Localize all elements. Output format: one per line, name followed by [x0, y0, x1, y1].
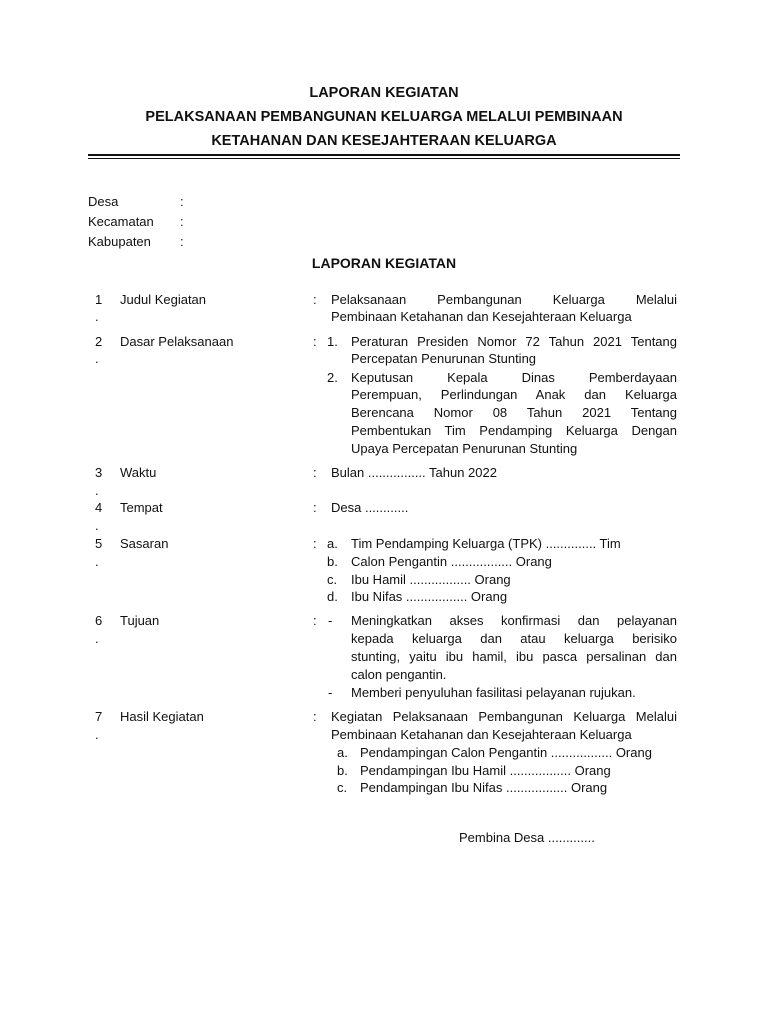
- row-label: Sasaran: [120, 536, 169, 551]
- row-number: 4: [95, 500, 103, 515]
- row-value-line: Kegiatan Pelaksanaan Pembangunan Keluarga Melalui: [331, 709, 677, 724]
- row-label: Tujuan: [120, 613, 160, 628]
- list-item-line: kepada keluarga dan atau keluarga berisiko: [351, 631, 677, 646]
- row-number-dot: .: [95, 309, 99, 324]
- row-number-dot: .: [95, 631, 99, 646]
- list-item-line: Memberi penyuluhan fasilitasi pelayanan rujukan.: [351, 685, 636, 700]
- row-number: 5: [95, 536, 103, 551]
- list-dash: -: [328, 613, 333, 628]
- desa-label: Desa: [88, 194, 119, 209]
- header-rule-thick: [88, 154, 680, 156]
- list-number: 2.: [327, 370, 338, 385]
- row-colon: :: [313, 465, 317, 480]
- list-item: Pendampingan Calon Pengantin ................. Orang: [360, 745, 652, 760]
- row-label: Waktu: [120, 465, 157, 480]
- list-letter: b.: [337, 763, 348, 778]
- kecamatan-label: Kecamatan: [88, 214, 154, 229]
- kecamatan-colon: :: [180, 214, 184, 229]
- row-number-dot: .: [95, 518, 99, 533]
- list-item-line: Upaya Percepatan Penurunan Stunting: [351, 441, 578, 456]
- desa-colon: :: [180, 194, 184, 209]
- header-rule-thin: [88, 158, 680, 159]
- list-letter: b.: [327, 554, 338, 569]
- list-item: Ibu Hamil ................. Orang: [351, 572, 511, 587]
- row-value: Bulan ................ Tahun 2022: [331, 465, 497, 480]
- list-letter: a.: [327, 536, 338, 551]
- list-item: Ibu Nifas ................. Orang: [351, 589, 508, 604]
- row-value-line: Pelaksanaan Pembangunan Keluarga Melalui: [331, 292, 677, 307]
- row-label: Dasar Pelaksanaan: [120, 334, 234, 349]
- row-colon: :: [313, 613, 317, 628]
- row-number: 3: [95, 465, 103, 480]
- kabupaten-label: Kabupaten: [88, 234, 151, 249]
- row-colon: :: [313, 536, 317, 551]
- list-item-line: calon pengantin.: [351, 667, 447, 682]
- report-subtitle-line-2: KETAHANAN DAN KESEJAHTERAAN KELUARGA: [211, 133, 557, 149]
- list-item-line: Pembentukan Tim Pendamping Keluarga Dengan: [351, 423, 677, 438]
- row-colon: :: [313, 334, 317, 349]
- row-value-line: Pembinaan Ketahanan dan Kesejahteraan Keluarga: [331, 727, 632, 742]
- report-subtitle-line-1: PELAKSANAAN PEMBANGUNAN KELUARGA MELALUI PEMBINAAN: [145, 109, 623, 125]
- list-letter: a.: [337, 745, 348, 760]
- row-number: 7: [95, 709, 103, 724]
- row-label: Judul Kegiatan: [120, 292, 207, 307]
- list-item-line: Meningkatkan akses konfirmasi dan pelayanan: [351, 613, 677, 628]
- list-item-line: stunting, yaitu ibu hamil, ibu pasca persalinan dan: [351, 649, 677, 664]
- row-number-dot: .: [95, 351, 99, 366]
- row-value-line: Pembinaan Ketahanan dan Kesejahteraan Keluarga: [331, 309, 632, 324]
- row-number-dot: .: [95, 483, 99, 498]
- list-item-line: Perempuan, Perlindungan Anak dan Keluarga: [351, 387, 677, 402]
- kabupaten-colon: :: [180, 234, 184, 249]
- row-label: Tempat: [120, 500, 163, 515]
- row-colon: :: [313, 709, 317, 724]
- list-letter: c.: [337, 780, 348, 795]
- list-item: Tim Pendamping Keluarga (TPK) .............. Tim: [351, 536, 621, 551]
- row-value: Desa ............: [331, 500, 409, 515]
- row-number: 6: [95, 613, 103, 628]
- report-title: LAPORAN KEGIATAN: [309, 85, 459, 101]
- row-label: Hasil Kegiatan: [120, 709, 204, 724]
- section-title: LAPORAN KEGIATAN: [311, 255, 457, 271]
- row-number: 2: [95, 334, 103, 349]
- list-item-line: Keputusan Kepala Dinas Pemberdayaan: [351, 370, 677, 385]
- list-item: Pendampingan Ibu Hamil ................. Orang: [360, 763, 611, 778]
- row-colon: :: [313, 500, 317, 515]
- list-item-line: Berencana Nomor 08 Tahun 2021 Tentang: [351, 405, 677, 420]
- row-number: 1: [95, 292, 103, 307]
- list-letter: d.: [327, 589, 338, 604]
- row-number-dot: .: [95, 554, 99, 569]
- list-item: Calon Pengantin ................. Orang: [351, 554, 552, 569]
- list-number: 1.: [327, 334, 338, 349]
- signature-line: Pembina Desa .............: [459, 830, 595, 845]
- list-item-line: Peraturan Presiden Nomor 72 Tahun 2021 Tentang: [351, 334, 677, 349]
- list-item-line: Percepatan Penurunan Stunting: [351, 351, 537, 366]
- row-number-dot: .: [95, 727, 99, 742]
- list-letter: c.: [327, 572, 338, 587]
- row-colon: :: [313, 292, 317, 307]
- list-dash: -: [328, 685, 333, 700]
- list-item: Pendampingan Ibu Nifas ................. Orang: [360, 780, 608, 795]
